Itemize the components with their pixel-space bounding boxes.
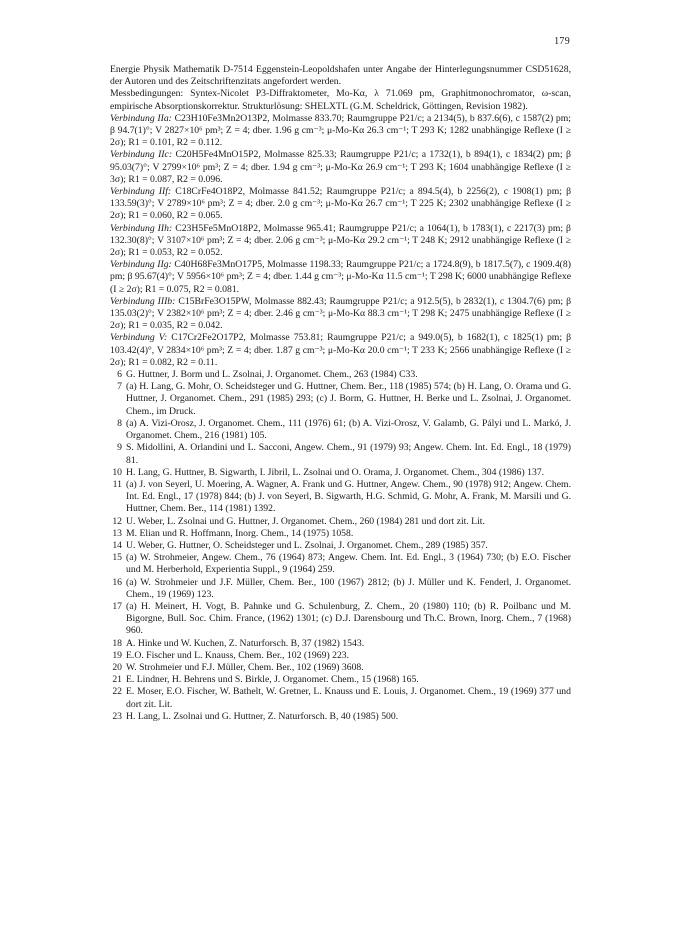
compound-text: C15BrFe3O15PW, Molmasse 882.43; Raumgruppe P21/c; a 912.5(5), b 2832(1), c 1304.7(6) pm; β 135.03(2)°; V 2382×10⁶ pm³; Z = 4; dber. 2.46 g cm⁻³; μ-Mo-Kα 88.3 cm⁻¹; T 298 K; 2475 unabhängige Reflexe (I ≥ 2σ); R1 = 0.035, R2 = 0.042. [110,295,571,332]
compound-entry-iic [110,149,571,186]
reference-text: (a) W. Strohmeier, Angew. Chem., 76 (1964) 873; Angew. Chem. Int. Ed. Engl., 3 (1964) 730; (b) E.O. Fischer und M. Herberhold, Experientia Suppl., 9 (1964) 259. [126,552,571,576]
reference-text: H. Lang, G. Huttner, B. Sigwarth, I. Jibril, L. Zsolnai und O. Orama, J. Organomet. Chem., 304 (1986) 137. [126,466,545,478]
reference-item [110,516,571,528]
reference-number: 21 [112,674,122,686]
reference-text: U. Weber, G. Huttner, O. Scheidsteger und L. Zsolnai, J. Organomet. Chem., 289 (1985) 357. [126,539,488,551]
reference-text: H. Lang, L. Zsolnai und G. Huttner, Z. Naturforsch. B, 40 (1985) 500. [126,710,399,722]
compound-entry-iia [110,113,571,150]
reference-text: (a) J. von Seyerl, U. Moering, A. Wagner, A. Frank und G. Huttner, Angew. Chem., 90 (1978) 912; Angew. Chem. Int. Ed. Engl., 17 (1978) 844; (b) J. von Seyerl, B. Sigwarth, H.G. Schmid, G. Mohr, A. Frank, M. Marsili und G. Huttner, Chem. Ber., 114 (1981) 1392. [126,478,571,515]
reference-text: E. Lindner, H. Behrens und S. Birkle, J. Organomet. Chem., 15 (1968) 165. [126,674,419,686]
compound-entry-iif [110,186,571,223]
reference-item [110,662,571,674]
reference-item [110,638,571,650]
reference-text: S. Midollini, A. Orlandini und L. Sacconi, Angew. Chem., 91 (1979) 93; Angew. Chem. Int. Ed. Engl., 18 (1979) 81. [126,442,571,466]
compound-entry-v [110,332,571,369]
reference-item [110,711,571,723]
reference-item [110,528,571,540]
page-content [110,64,571,723]
compound-label: Verbindung IIc: [110,149,173,161]
reference-number: 10 [112,466,122,478]
reference-item [110,650,571,662]
reference-item [110,577,571,601]
reference-text: (a) W. Strohmeier und J.F. Müller, Chem. Ber., 100 (1967) 2812; (b) J. Müller und K. Fenderl, J. Organomet. Chem., 19 (1969) 123. [126,576,571,600]
reference-item [110,674,571,686]
compound-data-list [110,113,571,369]
compound-label: Verbindung IIIb: [110,295,176,307]
reference-text: G. Huttner, J. Borm und L. Zsolnai, J. Organomet. Chem., 263 (1984) C33. [126,369,418,381]
reference-item [110,381,571,418]
reference-text: (a) H. Meinert, H. Vogt, B. Pahnke und G. Schulenburg, Z. Chem., 20 (1980) 110; (b) R. Poilbanc und M. Bigorgne, Bull. Soc. Chim. France, (1962) 1301; (c) D.J. Darensbourg und Th.C. Brown, Inorg. Chem., 7 (1968) 960. [126,600,571,637]
reference-text: E. Moser, E.O. Fischer, W. Bathelt, W. Gretner, L. Knauss und E. Louis, J. Organomet. Chem., 19 (1969) 377 und dort zit. Lit. [126,686,571,710]
reference-number: 8 [117,417,122,429]
reference-number: 7 [117,381,122,393]
compound-entry-iig [110,259,571,296]
reference-number: 20 [112,661,122,673]
reference-item [110,552,571,576]
reference-text: E.O. Fischer und L. Knauss, Chem. Ber., 102 (1969) 223. [126,649,350,661]
reference-number: 23 [112,710,122,722]
reference-number: 19 [112,649,122,661]
reference-item [110,479,571,516]
compound-label: Verbindung IIg: [110,259,172,271]
deposit-note: Energie Physik Mathematik D-7514 Eggenstein-Leopoldshafen unter Angabe der Hinterlegungsnummer CSD51628, der Autoren und des Zeitschriftenzitats angefordert werden. [110,64,571,88]
compound-label: Verbindung IIa: [110,112,172,124]
compound-text: C17Cr2Fe2O17P2, Molmasse 753.81; Raumgruppe P21/c; a 949.0(5), b 1682(1), c 1825(1) pm; β 103.42(4)°, V 2834×10⁶ pm³; Z = 4; dber. 1.87 g cm⁻³; μ-Mo-Kα 20.0 cm⁻¹; T 233 K; 2566 unabhängige Reflexe (I ≥ 2σ); R1 = 0.082, R2 = 0.11. [110,332,572,368]
reference-number: 14 [112,539,122,551]
reference-number: 16 [112,576,122,588]
reference-item [110,369,571,381]
reference-number: 18 [112,637,122,649]
reference-number: 22 [112,686,122,698]
compound-label: Verbindung V: [110,332,168,344]
reference-text: W. Strohmeier und F.J. Müller, Chem. Ber., 102 (1969) 3608. [126,661,364,673]
compound-text: C20H5Fe4MnO15P2, Molmasse 825.33; Raumgruppe P21/c; a 1732(1), b 894(1), c 1834(2) pm; β 95.03(7)°; V 2799×10⁶ pm³; Z = 4; dber. 1.94 g cm⁻³; μ-Mo-Kα 26.9 cm⁻¹; T 293 K; 1604 unabhängige Reflexe (I ≥ 3σ); R1 = 0.087, R2 = 0.096. [110,149,571,185]
reference-number: 6 [117,369,122,381]
compound-text: C23H10Fe3Mn2O13P2, Molmasse 833.70; Raumgruppe P21/c; a 2134(5), b 837.6(6), c 1587(2) pm; β 94.7(1)°; V 2827×10⁶ pm³; Z = 4; dber. 1.96 g cm⁻³; μ-Mo-Kα 26.3 cm⁻¹; T 293 K; 1282 unabhängige Reflexe (I ≥ 2σ); R1 = 0.101, R2 = 0.112. [110,112,571,149]
reference-item [110,467,571,479]
reference-item [110,418,571,442]
reference-item [110,686,571,710]
compound-text: C40H68Fe3MnO17P5, Molmasse 1198.33; Raumgruppe P21/c; a 1724.8(9), b 1817.5(7), c 1909.4(8) pm; β 95.67(4)°; V 5956×10⁶ pm³; Z = 4; dber. 1.44 g cm⁻³; μ-Mo-Kα 11.5 cm⁻¹; T 298 K; 6000 unabhängige Reflexe (I ≥ 2σ); R1 = 0.075, R2 = 0.081. [110,259,571,295]
measurement-conditions: Messbedingungen: Syntex-Nicolet P3-Diffraktometer, Mo-Kα, λ 71.069 pm, Graphitmonochromator, ω-scan, empirische Absorptionskorrektur. Strukturlösung: SHELXTL (G.M. Scheldrick, Göttingen, Revision 1982). [110,88,571,112]
reference-item [110,601,571,638]
page-number: 179 [554,36,570,47]
reference-number: 15 [112,552,122,564]
compound-entry-iih [110,223,571,260]
reference-item [110,540,571,552]
reference-text: A. Hinke und W. Kuchen, Z. Naturforsch. B, 37 (1982) 1543. [126,637,365,649]
reference-item [110,442,571,466]
compound-label: Verbindung IIf: [110,186,172,198]
reference-number: 11 [112,478,122,490]
reference-number: 17 [112,600,122,612]
compound-entry-iiib [110,296,571,333]
reference-list [110,369,571,723]
compound-text: C18CrFe4O18P2, Molmasse 841.52; Raumgruppe P21/c; a 894.5(4), b 2256(2), c 1908(1) pm; β 133.59(3)°; V 2789×10⁶ pm³; Z = 4; dber. 2.0 g cm⁻³; μ-Mo-Kα 26.7 cm⁻¹; T 225 K; 2302 unabhängige Reflexe (I ≥ 2σ); R1 = 0.060, R2 = 0.065. [110,186,572,222]
reference-text: (a) H. Lang, G. Mohr, O. Scheidsteger und G. Huttner, Chem. Ber., 118 (1985) 574; (b) H. Lang, O. Orama und G. Huttner, J. Organomet. Chem., 291 (1985) 293; (c) J. Borm, G. Huttner, H. Berke und L. Zsolnai, J. Organomet. Chem., im Druck. [126,381,571,417]
reference-number: 12 [112,515,122,527]
compound-label: Verbindung IIh: [110,222,173,234]
reference-number: 9 [117,442,122,454]
reference-text: M. Elian und R. Hoffmann, Inorg. Chem., 14 (1975) 1058. [126,527,354,539]
reference-text: U. Weber, L. Zsolnai und G. Huttner, J. Organomet. Chem., 260 (1984) 281 und dort zit. Lit. [126,515,485,527]
reference-number: 13 [112,527,122,539]
compound-text: C23H5Fe5MnO18P2, Molmasse 965.41; Raumgruppe P21/c; a 1064(1), b 1783(1), c 2217(3) pm; β 132.30(8)°; V 3107×10⁶ pm³; Z = 4; dber. 2.06 g cm⁻³; μ-Mo-Kα 29.2 cm⁻¹; T 248 K; 2912 unabhängige Reflexe (I ≥ 2σ); R1 = 0.053, R2 = 0.052. [110,222,571,259]
reference-text: (a) A. Vizi-Orosz, J. Organomet. Chem., 111 (1976) 61; (b) A. Vizi-Orosz, V. Galamb, G. Pályi und L. Markó, J. Organomet. Chem., 216 (1981) 105. [126,417,571,442]
